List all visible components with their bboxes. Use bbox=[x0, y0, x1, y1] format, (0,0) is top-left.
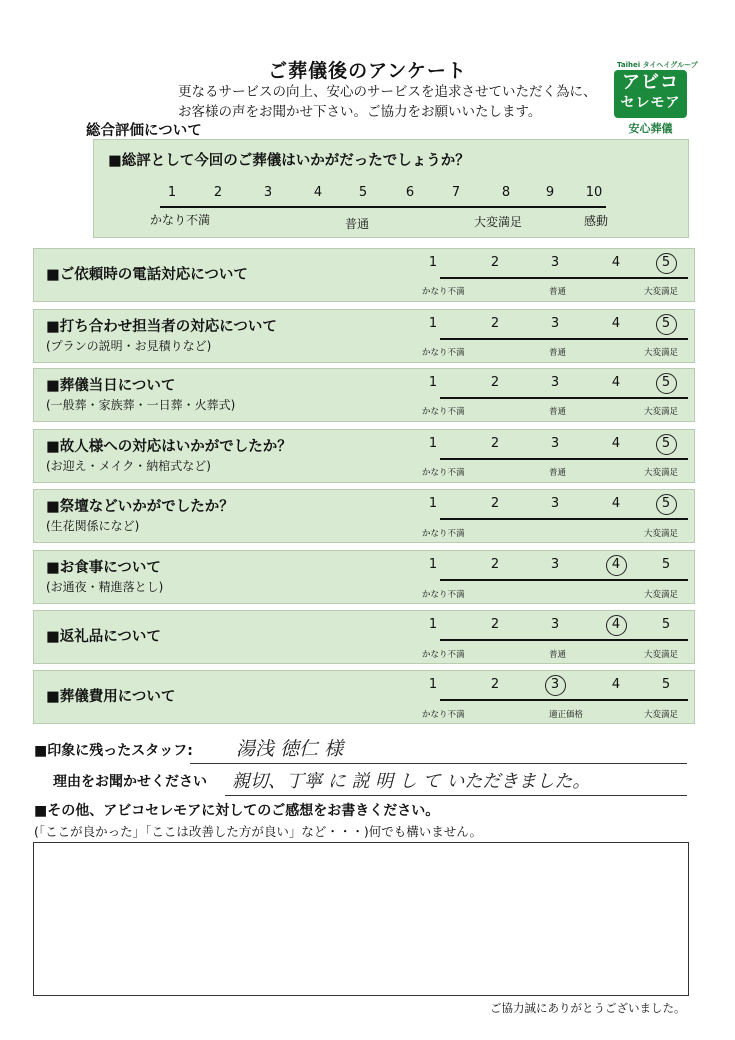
question-sub-5: (生花関係になど) bbox=[46, 519, 140, 533]
question-4-option-4[interactable]: 4 bbox=[611, 436, 621, 451]
question-8-selected-circle bbox=[545, 675, 566, 696]
other-label: ■その他、アビコセレモアに対してのご感想をお書きください。 bbox=[34, 803, 440, 819]
question-box-6 bbox=[33, 550, 695, 604]
reason-line bbox=[225, 795, 687, 796]
question-3-selected-circle bbox=[656, 373, 677, 394]
question-8-anchor-3: 大変満足 bbox=[644, 710, 679, 720]
question-4-option-1[interactable]: 1 bbox=[428, 436, 438, 451]
overall-anchor-1: かなり不満 bbox=[150, 213, 211, 227]
question-sub-3: (一般葬・家族葬・一日葬・火葬式) bbox=[46, 398, 236, 412]
question-6-option-2[interactable]: 2 bbox=[490, 557, 500, 572]
question-4-option-3[interactable]: 3 bbox=[550, 436, 560, 451]
question-1-option-5[interactable]: 5 bbox=[661, 255, 671, 270]
overall-scale-1[interactable]: 1 bbox=[167, 185, 177, 200]
staff-line bbox=[190, 763, 687, 764]
question-5-option-4[interactable]: 4 bbox=[611, 496, 621, 511]
question-7-selected-circle bbox=[606, 615, 627, 636]
question-3-anchor-2: 普通 bbox=[549, 407, 567, 417]
question-box-3 bbox=[33, 368, 695, 422]
question-label-6: ■お食事について bbox=[46, 560, 161, 576]
question-4-option-2[interactable]: 2 bbox=[490, 436, 500, 451]
question-7-option-3[interactable]: 3 bbox=[550, 617, 560, 632]
question-2-option-2[interactable]: 2 bbox=[490, 316, 500, 331]
question-label-8: ■葬儀費用について bbox=[46, 689, 176, 705]
question-8-option-5[interactable]: 5 bbox=[661, 677, 671, 692]
question-2-option-1[interactable]: 1 bbox=[428, 316, 438, 331]
question-1-selected-circle bbox=[656, 253, 677, 274]
question-5-anchor-3: 大変満足 bbox=[644, 529, 679, 539]
question-3-option-4[interactable]: 4 bbox=[611, 375, 621, 390]
question-8-anchor-2: 適正価格 bbox=[549, 710, 584, 720]
question-scale-line-4 bbox=[440, 458, 688, 460]
question-1-option-4[interactable]: 4 bbox=[611, 255, 621, 270]
question-1-anchor-3: 大変満足 bbox=[644, 287, 679, 297]
question-5-anchor-1: かなり不満 bbox=[422, 529, 465, 539]
overall-anchor-2: 普通 bbox=[345, 217, 370, 231]
question-2-anchor-2: 普通 bbox=[549, 348, 567, 358]
question-label-5: ■祭壇などいかがでしたか？ bbox=[46, 499, 234, 515]
question-6-option-4[interactable]: 4 bbox=[611, 557, 621, 572]
question-8-option-3[interactable]: 3 bbox=[550, 677, 560, 692]
question-scale-line-6 bbox=[440, 579, 688, 581]
question-6-option-3[interactable]: 3 bbox=[550, 557, 560, 572]
question-label-4: ■故人様への対応はいかがでしたか？ bbox=[46, 439, 292, 455]
question-scale-line-2 bbox=[440, 338, 688, 340]
question-3-option-1[interactable]: 1 bbox=[428, 375, 438, 390]
question-box-8 bbox=[33, 670, 695, 724]
question-2-selected-circle bbox=[656, 314, 677, 335]
intro-text bbox=[178, 82, 597, 122]
question-7-option-4[interactable]: 4 bbox=[611, 617, 621, 632]
question-6-selected-circle bbox=[606, 555, 627, 576]
question-5-selected-circle bbox=[656, 494, 677, 515]
question-2-option-3[interactable]: 3 bbox=[550, 316, 560, 331]
question-1-option-3[interactable]: 3 bbox=[550, 255, 560, 270]
question-5-option-1[interactable]: 1 bbox=[428, 496, 438, 511]
overall-scale-7[interactable]: 7 bbox=[451, 185, 461, 200]
question-label-7: ■返礼品について bbox=[46, 629, 161, 645]
question-6-anchor-3: 大変満足 bbox=[644, 590, 679, 600]
question-scale-line-5 bbox=[440, 518, 688, 520]
brand-tagline: 安心葬儀 bbox=[628, 122, 673, 135]
reason-value[interactable]: 親切、丁寧 に 説 明 し て いただきました。 bbox=[232, 771, 591, 792]
question-1-anchor-2: 普通 bbox=[549, 287, 567, 297]
question-6-option-1[interactable]: 1 bbox=[428, 557, 438, 572]
staff-name-value[interactable]: 湯浅 徳仁 様 bbox=[236, 738, 344, 760]
brand-logo bbox=[614, 70, 687, 118]
question-5-option-3[interactable]: 3 bbox=[550, 496, 560, 511]
overall-scale-5[interactable]: 5 bbox=[358, 185, 368, 200]
comment-box[interactable] bbox=[33, 842, 689, 996]
question-3-option-3[interactable]: 3 bbox=[550, 375, 560, 390]
overall-scale-9[interactable]: 9 bbox=[545, 185, 555, 200]
question-8-option-1[interactable]: 1 bbox=[428, 677, 438, 692]
question-1-anchor-1: かなり不満 bbox=[422, 287, 465, 297]
overall-scale-2[interactable]: 2 bbox=[213, 185, 223, 200]
question-3-anchor-1: かなり不満 bbox=[422, 407, 465, 417]
question-box-5 bbox=[33, 489, 695, 543]
question-7-anchor-1: かなり不満 bbox=[422, 650, 465, 660]
question-1-option-1[interactable]: 1 bbox=[428, 255, 438, 270]
question-4-anchor-2: 普通 bbox=[549, 468, 567, 478]
question-sub-6: (お通夜・精進落とし) bbox=[46, 580, 164, 594]
question-7-option-2[interactable]: 2 bbox=[490, 617, 500, 632]
overall-scale-line bbox=[160, 206, 606, 208]
group-name: Taihei タイヘイグループ bbox=[617, 61, 698, 69]
question-label-3: ■葬儀当日について bbox=[46, 378, 176, 394]
overall-question: ■総評として今回のご葬儀はいかがだったでしょうか？ bbox=[108, 153, 470, 169]
question-label-2: ■打ち合わせ担当者の対応について bbox=[46, 319, 277, 335]
question-3-option-5[interactable]: 5 bbox=[661, 375, 671, 390]
question-scale-line-1 bbox=[440, 277, 688, 279]
question-1-option-2[interactable]: 2 bbox=[490, 255, 500, 270]
question-label-1: ■ご依頼時の電話対応について bbox=[46, 267, 248, 283]
question-7-option-5[interactable]: 5 bbox=[661, 617, 671, 632]
question-box-1 bbox=[33, 248, 695, 302]
overall-scale-6[interactable]: 6 bbox=[405, 185, 415, 200]
question-sub-2: (プランの説明・お見積りなど) bbox=[46, 339, 212, 353]
overall-anchor-4: 感動 bbox=[584, 214, 609, 228]
question-2-anchor-1: かなり不満 bbox=[422, 348, 465, 358]
question-scale-line-7 bbox=[440, 639, 688, 641]
question-3-option-2[interactable]: 2 bbox=[490, 375, 500, 390]
reason-label: 理由をお聞かせください bbox=[53, 774, 207, 790]
question-2-anchor-3: 大変満足 bbox=[644, 348, 679, 358]
overall-scale-3[interactable]: 3 bbox=[263, 185, 273, 200]
question-8-option-4[interactable]: 4 bbox=[611, 677, 621, 692]
question-4-option-5[interactable]: 5 bbox=[661, 436, 671, 451]
overall-scale-10[interactable]: 10 bbox=[585, 185, 603, 200]
overall-anchor-3: 大変満足 bbox=[474, 215, 523, 229]
question-5-option-2[interactable]: 2 bbox=[490, 496, 500, 511]
other-sub: (「ここが良かった」「ここは改善した方が良い」など・・・)何でも構いません。 bbox=[34, 824, 483, 839]
staff-label: ■印象に残ったスタッフ: bbox=[34, 743, 193, 759]
question-4-selected-circle bbox=[656, 434, 677, 455]
question-box-4 bbox=[33, 429, 695, 483]
question-6-option-5[interactable]: 5 bbox=[661, 557, 671, 572]
page-title: ご葬儀後のアンケート bbox=[268, 60, 467, 82]
overall-scale-8[interactable]: 8 bbox=[501, 185, 511, 200]
question-2-option-4[interactable]: 4 bbox=[611, 316, 621, 331]
question-scale-line-3 bbox=[440, 397, 688, 399]
question-6-anchor-1: かなり不満 bbox=[422, 590, 465, 600]
question-8-option-2[interactable]: 2 bbox=[490, 677, 500, 692]
intro-line-1: 更なるサービスの向上、安心のサービスを追求させていただく為に、 bbox=[178, 84, 597, 100]
question-box-2 bbox=[33, 309, 695, 363]
overall-box bbox=[93, 139, 689, 238]
question-box-7 bbox=[33, 610, 695, 664]
question-4-anchor-3: 大変満足 bbox=[644, 468, 679, 478]
overall-scale-4[interactable]: 4 bbox=[313, 185, 323, 200]
question-4-anchor-1: かなり不満 bbox=[422, 468, 465, 478]
brand-line-2: セレモア bbox=[620, 95, 681, 111]
question-7-anchor-3: 大変満足 bbox=[644, 650, 679, 660]
thanks-text: ご協力誠にありがとうございました。 bbox=[490, 1001, 686, 1015]
question-scale-line-8 bbox=[440, 699, 688, 701]
question-2-option-5[interactable]: 5 bbox=[661, 316, 671, 331]
intro-line-2: お客様の声をお聞かせ下さい。ご協力をお願いいたします。 bbox=[178, 104, 542, 120]
question-3-anchor-3: 大変満足 bbox=[644, 407, 679, 417]
question-7-anchor-2: 普通 bbox=[549, 650, 567, 660]
question-5-option-5[interactable]: 5 bbox=[661, 496, 671, 511]
brand-line-1: アビコ bbox=[622, 72, 679, 93]
question-8-anchor-1: かなり不満 bbox=[422, 710, 465, 720]
question-sub-4: (お迎え・メイク・納棺式など) bbox=[46, 459, 211, 473]
question-7-option-1[interactable]: 1 bbox=[428, 617, 438, 632]
overall-section-title: 総合評価について bbox=[86, 123, 202, 139]
